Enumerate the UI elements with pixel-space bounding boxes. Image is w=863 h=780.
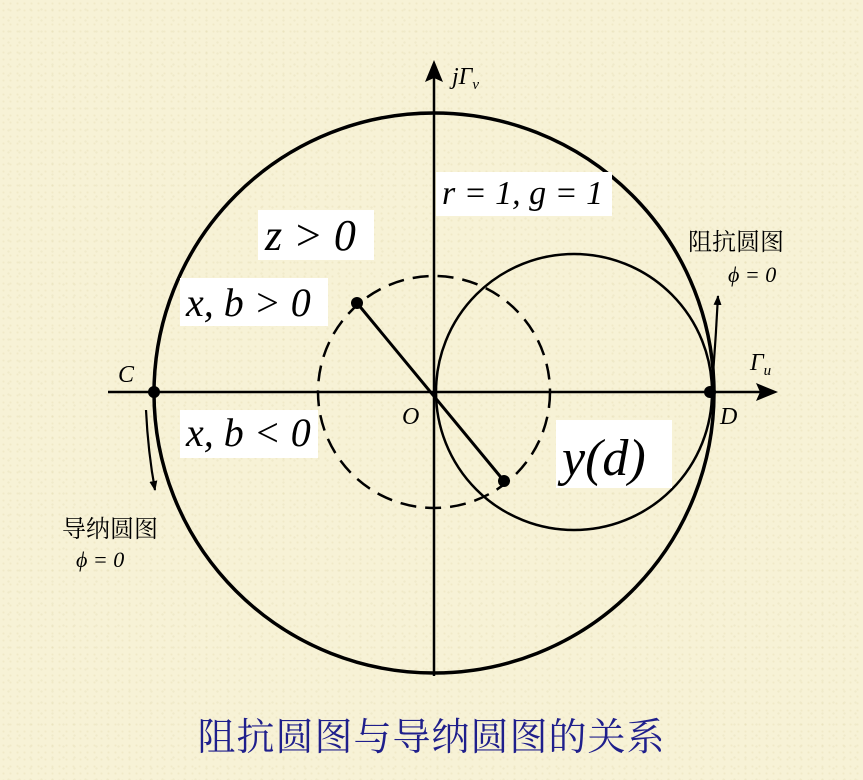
impedance-chart-title: 阻抗圆图 <box>688 228 784 256</box>
admittance-chart-title: 导纳圆图 <box>62 515 158 543</box>
admittance-phi-label: ϕ = 0 <box>76 547 125 572</box>
z-positive-label: z > 0 <box>265 211 356 260</box>
horizontal-axis-label: $\Gamma_u$ <box>750 350 772 379</box>
point-d <box>704 386 716 398</box>
point-d-label: D <box>720 404 738 430</box>
impedance-rotation-arrow <box>713 296 718 375</box>
xb-negative-label: x, b < 0 <box>186 410 311 455</box>
xb-positive-label: x, b > 0 <box>186 280 311 325</box>
caption: 阻抗圆图与导纳圆图的关系 <box>197 715 666 759</box>
yd-label: y(d) <box>562 430 646 487</box>
point-c-label: C <box>118 362 135 388</box>
impedance-phi-label: ϕ = 0 <box>728 262 777 287</box>
point-y <box>498 475 510 487</box>
point-z <box>351 297 363 309</box>
admittance-rotation-arrow <box>146 410 155 490</box>
point-c <box>148 386 160 398</box>
center-circle-label: r = 1, g = 1 <box>442 175 604 212</box>
vertical-axis-label: $j\Gamma_v$ <box>452 64 479 93</box>
origin-label: O <box>402 404 420 430</box>
